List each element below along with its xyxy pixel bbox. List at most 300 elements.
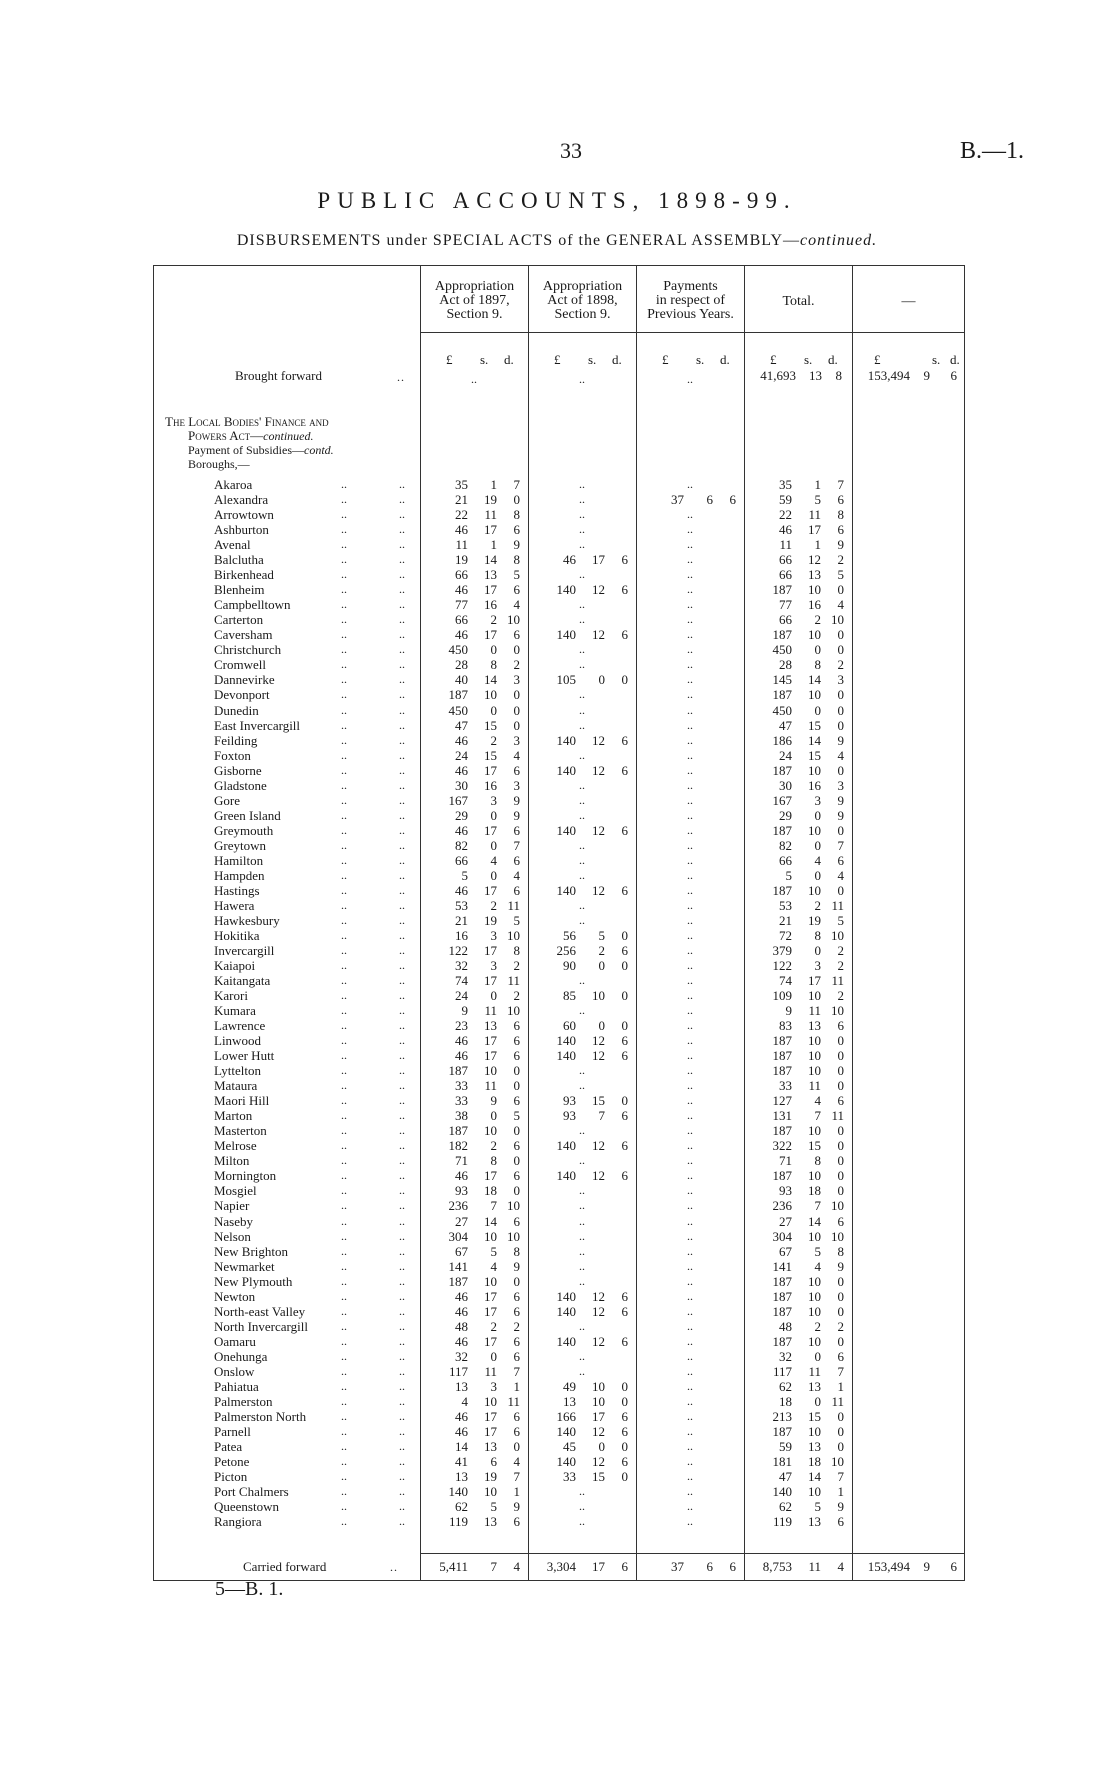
amount-pounds: 33: [779, 1078, 792, 1094]
amount-pence: 6: [513, 822, 520, 838]
leader-dots: ..: [399, 958, 405, 972]
amount-pounds: 46: [455, 1048, 468, 1064]
amount-pence: 6: [513, 1138, 520, 1154]
amount-pence: 6: [837, 1093, 844, 1109]
amount-shillings: 17: [484, 1048, 497, 1064]
amount-pence: 11: [507, 897, 520, 913]
amount-pounds: 29: [455, 807, 468, 823]
amount-pounds: 450: [448, 642, 468, 658]
amount-pence: 1: [513, 1484, 520, 1499]
amount-pence: 10: [831, 1453, 844, 1469]
amount-shillings: 18: [808, 1183, 821, 1199]
empty-amount: ..: [579, 973, 585, 987]
amount-shillings: 10: [484, 1123, 497, 1139]
amount-pounds: 83: [779, 1018, 792, 1034]
borough-name: Mataura: [214, 1078, 258, 1094]
amount-pence: 6: [621, 1408, 628, 1424]
empty-amount: ..: [579, 687, 585, 702]
amount-pence: 3: [837, 672, 844, 688]
amount-shillings: 0: [490, 642, 497, 658]
amount-shillings: 12: [592, 1423, 605, 1439]
amount-pounds: 82: [455, 837, 468, 853]
leader-dots: ..: [341, 1469, 347, 1483]
amount-shillings: 11: [808, 507, 821, 523]
amount-pence: 10: [507, 612, 520, 628]
amount-pence: 7: [513, 477, 520, 492]
carried-forward-rule: [420, 1553, 965, 1554]
amount-pence: 3: [837, 777, 844, 793]
amount-shillings: 15: [808, 747, 821, 763]
amount-pounds: 85: [563, 988, 576, 1003]
borough-name: Carterton: [214, 612, 264, 628]
col3-header: [637, 280, 744, 322]
amount-pence: 6: [513, 1423, 520, 1439]
empty-amount: ..: [687, 1303, 693, 1318]
amount-pence: 0: [513, 1123, 520, 1139]
leader-dots: ..: [399, 1048, 405, 1063]
amount-pence: 5: [837, 912, 844, 928]
amount-pounds: 117: [448, 1363, 468, 1379]
amount-pence: 9: [513, 807, 520, 823]
empty-amount: ..: [579, 1183, 585, 1198]
empty-amount: ..: [579, 1003, 585, 1017]
amount-pounds: 140: [556, 1333, 576, 1349]
amount-pounds: 127: [772, 1093, 792, 1109]
amount-pence: 6: [621, 882, 628, 898]
pence-unit: d.: [950, 352, 960, 367]
amount-pence: 4: [513, 1453, 520, 1469]
leader-dots: ..: [399, 1063, 405, 1078]
amount-shillings: 8: [814, 927, 821, 943]
amount-shillings: 17: [484, 942, 497, 958]
amount-shillings: 10: [808, 1273, 821, 1289]
amount-shillings: 0: [814, 702, 821, 718]
empty-amount: ..: [687, 612, 693, 627]
empty-amount: ..: [579, 1363, 585, 1378]
amount-shillings: 15: [484, 747, 497, 763]
amount-pence: 2: [513, 657, 520, 673]
carried-forward-col3-s: 6: [706, 1559, 713, 1574]
borough-name: Balclutha: [214, 552, 264, 568]
col1-header-line: Section 9.: [446, 307, 503, 322]
brought-forward-col2: ..: [579, 372, 585, 386]
leader-dots: ..: [341, 988, 347, 1002]
amount-shillings: 14: [484, 552, 497, 568]
leader-dots: ..: [399, 1018, 405, 1033]
empty-amount: ..: [579, 612, 585, 627]
amount-shillings: 17: [484, 1288, 497, 1304]
amount-pence: 0: [837, 762, 844, 778]
leader-dots: ..: [399, 1438, 405, 1453]
amount-shillings: 14: [484, 1213, 497, 1229]
amount-shillings: 10: [808, 582, 821, 598]
borough-name: Dannevirke: [214, 672, 275, 688]
amount-shillings: 5: [490, 1499, 497, 1514]
leader-dots: ..: [341, 702, 347, 717]
empty-amount: ..: [579, 897, 585, 912]
borough-name: Hawkesbury: [214, 912, 280, 928]
amount-pence: 0: [837, 582, 844, 598]
leader-dots: ..: [399, 1318, 405, 1333]
amount-shillings: 13: [808, 1018, 821, 1034]
amount-shillings: 12: [592, 882, 605, 898]
amount-shillings: 10: [808, 1048, 821, 1064]
borough-name: North Invercargill: [214, 1318, 308, 1334]
pound-unit: £: [874, 352, 881, 367]
borough-name: Petone: [214, 1453, 250, 1469]
empty-amount: ..: [687, 1318, 693, 1333]
leader-dots: ..: [341, 1378, 347, 1393]
leader-dots: ..: [399, 657, 405, 672]
amount-pounds: 66: [455, 567, 468, 583]
amount-pence: 5: [513, 1108, 520, 1124]
amount-pounds: 56: [563, 927, 576, 943]
amount-shillings: 15: [808, 1138, 821, 1154]
leader-dots: ..: [399, 1198, 405, 1213]
amount-pounds: 140: [556, 822, 576, 838]
amount-pounds: 22: [455, 507, 468, 523]
leader-dots: ..: [399, 627, 405, 642]
amount-pounds: 41: [455, 1453, 468, 1469]
col1-header-line: Act of 1897,: [439, 293, 510, 308]
amount-shillings: 18: [484, 1183, 497, 1199]
amount-pounds: 93: [563, 1108, 576, 1124]
empty-amount: ..: [687, 912, 693, 927]
amount-pounds: 9: [461, 1003, 468, 1018]
amount-shillings: 0: [814, 642, 821, 658]
amount-pounds: 46: [455, 1288, 468, 1304]
leader-dots: ..: [341, 867, 347, 882]
amount-pence: 0: [837, 822, 844, 838]
amount-shillings: 12: [592, 762, 605, 778]
amount-pence: 10: [831, 1003, 844, 1018]
amount-pence: 0: [621, 988, 628, 1003]
empty-amount: ..: [687, 1514, 693, 1529]
amount-pence: 9: [513, 1499, 520, 1514]
amount-pounds: 59: [779, 1438, 792, 1454]
amount-pence: 6: [513, 1168, 520, 1184]
amount-pounds: 187: [772, 1048, 792, 1064]
amount-shillings: 19: [484, 912, 497, 928]
amount-shillings: 10: [808, 762, 821, 778]
amount-shillings: 2: [490, 1318, 497, 1334]
leader-dots: ..: [399, 1243, 405, 1258]
borough-name: Lyttelton: [214, 1063, 261, 1079]
amount-pence: 6: [621, 1108, 628, 1124]
borough-name: Gore: [214, 792, 240, 808]
amount-pounds: 46: [455, 1423, 468, 1439]
amount-pounds: 46: [455, 732, 468, 748]
section-act-name: Powers Act—: [188, 428, 264, 443]
leader-dots: ..: [341, 1484, 347, 1498]
amount-pence: 0: [837, 702, 844, 718]
empty-amount: ..: [687, 477, 693, 491]
amount-pounds: 30: [455, 777, 468, 793]
borough-name: New Brighton: [214, 1243, 289, 1259]
borough-name: Rangiora: [214, 1514, 262, 1530]
amount-pence: 0: [513, 1273, 520, 1289]
amount-shillings: 10: [808, 1063, 821, 1079]
amount-shillings: 12: [592, 1303, 605, 1319]
empty-amount: ..: [687, 1288, 693, 1303]
amount-pence: 9: [513, 537, 520, 553]
amount-shillings: 17: [484, 1033, 497, 1049]
amount-pence: 6: [513, 582, 520, 598]
amount-shillings: 11: [808, 1363, 821, 1379]
amount-pence: 10: [831, 1198, 844, 1214]
subtitle-continued: continued.: [800, 232, 878, 249]
amount-shillings: 14: [808, 1213, 821, 1229]
empty-amount: ..: [579, 912, 585, 927]
amount-pounds: 187: [772, 1123, 792, 1139]
amount-pounds: 187: [772, 1273, 792, 1289]
empty-amount: ..: [687, 507, 693, 522]
amount-pounds: 32: [455, 1348, 468, 1364]
leader-dots: ..: [341, 672, 347, 687]
empty-amount: ..: [579, 1228, 585, 1243]
leader-dots: ..: [341, 1123, 347, 1138]
amount-pounds: 93: [563, 1093, 576, 1109]
amount-shillings: 17: [808, 522, 821, 538]
amount-pounds: 38: [455, 1108, 468, 1124]
amount-shillings: 12: [808, 552, 821, 568]
borough-name: Kaiapoi: [214, 958, 256, 973]
amount-pence: 2: [837, 958, 844, 973]
amount-pence: 0: [621, 1438, 628, 1454]
leader-dots: ..: [399, 582, 405, 597]
amount-pounds: 186: [772, 732, 792, 748]
leader-dots: ..: [341, 717, 347, 732]
leader-dots: ..: [341, 822, 347, 837]
amount-pence: 6: [513, 1333, 520, 1349]
amount-shillings: 17: [484, 522, 497, 538]
empty-amount: ..: [579, 1514, 585, 1529]
empty-amount: ..: [687, 732, 693, 747]
brought-forward-total-s: 13: [809, 368, 822, 383]
borough-name: Devonport: [214, 687, 270, 703]
leader-dots: ..: [341, 1438, 347, 1453]
amount-pence: 8: [837, 507, 844, 523]
leader-dots: ..: [399, 1393, 405, 1408]
amount-pounds: 187: [772, 1033, 792, 1049]
amount-pounds: 140: [556, 582, 576, 598]
empty-amount: ..: [687, 1048, 693, 1063]
amount-pounds: 187: [448, 687, 468, 703]
leader-dots: ..: [341, 747, 347, 762]
amount-pence: 7: [837, 837, 844, 853]
empty-amount: ..: [579, 492, 585, 506]
empty-amount: ..: [579, 702, 585, 717]
leader-dots: ..: [341, 567, 347, 582]
borough-name: Nelson: [214, 1228, 251, 1244]
amount-pounds: 22: [779, 507, 792, 523]
empty-amount: ..: [687, 1183, 693, 1198]
leader-dots: ..: [341, 1348, 347, 1363]
amount-pounds: 19: [455, 552, 468, 568]
borough-name: Greytown: [214, 837, 266, 853]
amount-pounds: 187: [772, 882, 792, 898]
amount-shillings: 3: [814, 958, 821, 973]
borough-name: Birkenhead: [214, 567, 274, 583]
brought-forward-col1: ..: [471, 372, 477, 386]
amount-pounds: 322: [772, 1138, 792, 1154]
amount-pence: 3: [513, 732, 520, 748]
amount-shillings: 8: [490, 657, 497, 673]
amount-shillings: 17: [484, 1168, 497, 1184]
empty-amount: ..: [687, 958, 693, 972]
empty-amount: ..: [579, 1063, 585, 1078]
amount-pence: 2: [837, 988, 844, 1003]
amount-pence: 0: [621, 672, 628, 688]
amount-pounds: 23: [455, 1018, 468, 1034]
amount-shillings: 10: [808, 882, 821, 898]
borough-name: Christchurch: [214, 642, 282, 658]
empty-amount: ..: [687, 942, 693, 957]
amount-shillings: 11: [808, 1078, 821, 1094]
borough-name: Lower Hutt: [214, 1048, 275, 1064]
brought-forward-total-d: 8: [835, 368, 842, 383]
carried-forward-col1-l: 5,411: [439, 1559, 468, 1574]
empty-amount: ..: [687, 1078, 693, 1093]
amount-shillings: 11: [484, 507, 497, 523]
amount-pence: 0: [837, 1168, 844, 1184]
amount-pounds: 236: [448, 1198, 468, 1214]
empty-amount: ..: [687, 1063, 693, 1078]
amount-pounds: 62: [455, 1499, 468, 1514]
empty-amount: ..: [687, 1408, 693, 1423]
leader-dots: ..: [399, 477, 405, 491]
amount-shillings: 0: [598, 1018, 605, 1034]
borough-name: Onslow: [214, 1363, 255, 1379]
amount-shillings: 17: [484, 627, 497, 643]
amount-pence: 0: [621, 1469, 628, 1484]
amount-shillings: 8: [814, 657, 821, 673]
empty-amount: ..: [579, 1243, 585, 1258]
brought-forward-col3: ..: [687, 372, 693, 386]
empty-amount: ..: [687, 1348, 693, 1363]
amount-pence: 10: [507, 1228, 520, 1244]
empty-amount: ..: [687, 1108, 693, 1123]
amount-pence: 0: [621, 1393, 628, 1409]
amount-shillings: 0: [490, 867, 497, 883]
amount-pounds: 47: [779, 717, 792, 733]
empty-amount: ..: [579, 792, 585, 807]
empty-amount: ..: [687, 1378, 693, 1393]
borough-name: Patea: [214, 1438, 243, 1454]
amount-pence: 0: [837, 1408, 844, 1424]
amount-pence: 0: [621, 1378, 628, 1394]
carried-forward-col2-l: 3,304: [546, 1559, 576, 1574]
amount-pence: 2: [837, 1318, 844, 1334]
borough-name: Linwood: [214, 1033, 261, 1049]
leader-dots: ..: [341, 732, 347, 747]
leader-dots: ..: [341, 657, 347, 672]
shilling-unit: s.: [480, 352, 489, 367]
amount-pounds: 67: [455, 1243, 468, 1259]
amount-shillings: 11: [808, 1003, 821, 1018]
leader-dots: ..: [399, 1138, 405, 1153]
amount-pence: 6: [621, 1333, 628, 1349]
borough-name: Akaroa: [214, 477, 253, 492]
amount-pence: 0: [837, 882, 844, 898]
amount-pence: 6: [513, 627, 520, 643]
amount-pounds: 35: [455, 477, 468, 492]
amount-pence: 10: [831, 927, 844, 943]
borough-name: New Plymouth: [214, 1273, 293, 1289]
amount-pounds: 187: [772, 582, 792, 598]
leader-dots: ..: [399, 1333, 405, 1348]
amount-pounds: 140: [556, 762, 576, 778]
amount-pounds: 33: [455, 1093, 468, 1109]
leader-dots: ..: [341, 552, 347, 567]
col2-header-line: Appropriation: [542, 279, 623, 294]
amount-pence: 4: [837, 867, 844, 883]
page-number: 33: [560, 138, 582, 163]
amount-shillings: 10: [484, 1484, 497, 1499]
amount-pence: 4: [513, 747, 520, 763]
amount-pence: 6: [837, 852, 844, 868]
amount-shillings: 10: [808, 988, 821, 1003]
amount-shillings: 5: [490, 1243, 497, 1259]
amount-pounds: 24: [455, 747, 468, 763]
amount-pence: 0: [837, 1078, 844, 1094]
amount-shillings: 19: [484, 492, 497, 507]
amount-shillings: 2: [490, 732, 497, 748]
amount-shillings: 10: [808, 1303, 821, 1319]
amount-pence: 5: [837, 567, 844, 583]
amount-shillings: 2: [814, 1318, 821, 1334]
amount-shillings: 2: [814, 897, 821, 913]
carried-forward-col3-d: 6: [729, 1559, 736, 1574]
carried-forward-total-d: 4: [837, 1559, 844, 1574]
amount-pence: 7: [837, 477, 844, 492]
borough-name: Invercargill: [214, 942, 275, 958]
amount-shillings: 8: [814, 1153, 821, 1169]
amount-shillings: 0: [490, 1108, 497, 1124]
amount-pounds: 53: [779, 897, 792, 913]
amount-shillings: 0: [598, 1438, 605, 1454]
amount-pounds: 11: [779, 537, 792, 553]
amount-pence: 9: [837, 792, 844, 808]
amount-pounds: 37: [671, 492, 684, 507]
empty-amount: ..: [579, 1153, 585, 1168]
leader-dots: ..: [399, 1378, 405, 1393]
amount-pounds: 46: [455, 762, 468, 778]
empty-amount: ..: [579, 642, 585, 657]
boroughs-label: Boroughs,—: [188, 457, 250, 471]
amount-shillings: 11: [484, 1078, 497, 1094]
amount-pounds: 187: [448, 1063, 468, 1079]
amount-pounds: 140: [556, 1423, 576, 1439]
empty-amount: ..: [687, 807, 693, 822]
amount-shillings: 18: [808, 1453, 821, 1469]
amount-shillings: 0: [598, 672, 605, 688]
pound-unit: £: [770, 352, 777, 367]
borough-name: East Invercargill: [214, 717, 301, 733]
leader-dots: ..: [399, 897, 405, 912]
empty-amount: ..: [687, 1003, 693, 1017]
amount-pounds: 93: [455, 1183, 468, 1199]
empty-amount: ..: [579, 1499, 585, 1513]
leader-dots: ..: [399, 1288, 405, 1303]
col3-header-line: in respect of: [655, 293, 726, 308]
leader-dots: ..: [341, 1033, 347, 1048]
brought-forward-extra-s: 9: [923, 368, 930, 383]
leader-dots: ..: [341, 1408, 347, 1423]
amount-shillings: 0: [490, 837, 497, 853]
amount-pence: 0: [513, 1063, 520, 1079]
empty-amount: ..: [687, 792, 693, 807]
